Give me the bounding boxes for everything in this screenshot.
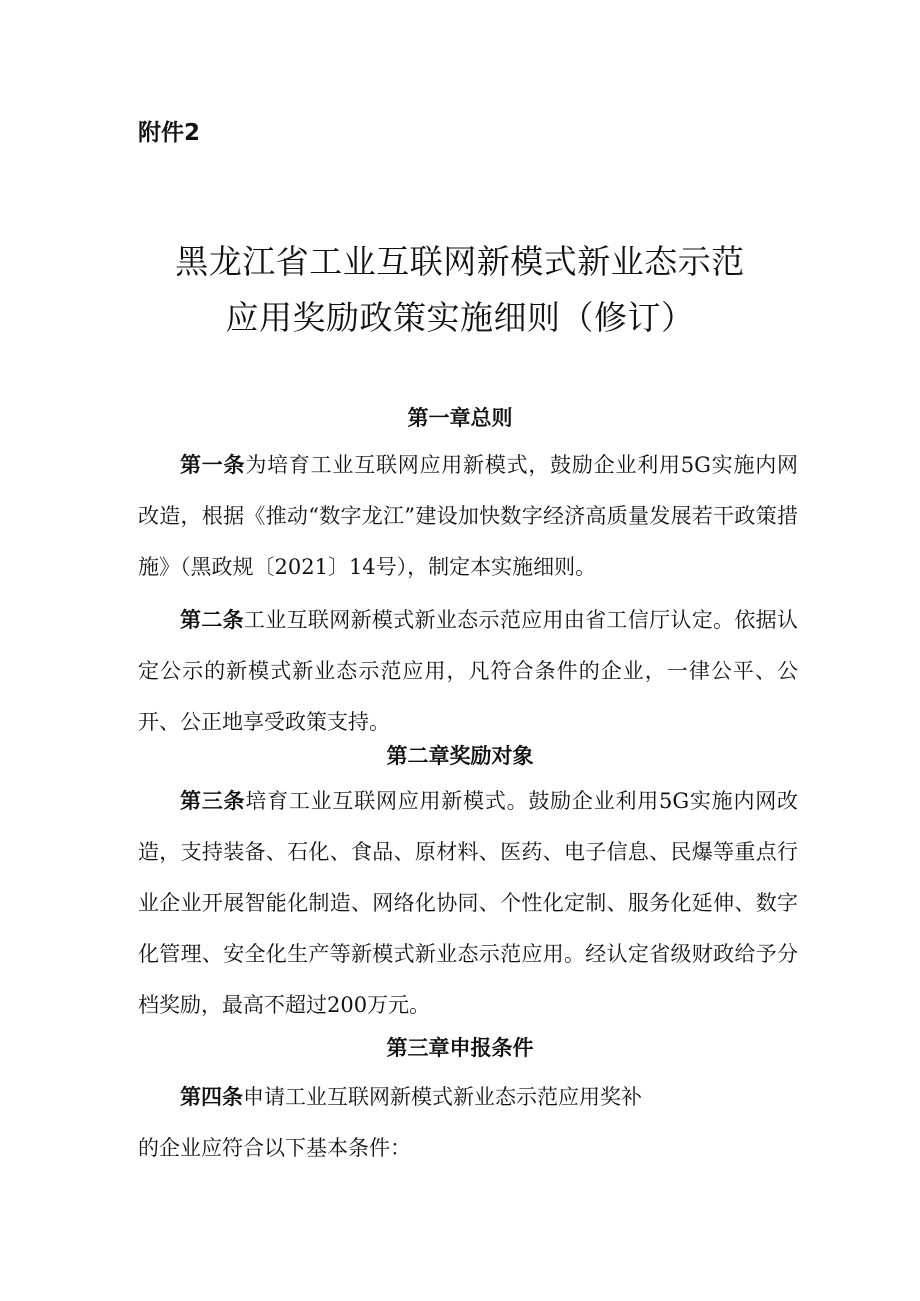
attachment-label: 附件2: [138, 120, 201, 146]
chapter-1-heading: 第一章总则: [407, 406, 513, 430]
article-2-label: 第二条: [180, 608, 244, 632]
article-3: [138, 776, 798, 1031]
chapter-3-heading: 第三章申报条件: [386, 1036, 534, 1060]
article-3-label: 第三条: [180, 789, 246, 813]
article-4-text-line-1: 申请工业互联网新模式新业态示范应用奖补: [243, 1085, 642, 1109]
document-title-line-2: 应用奖励政策实施细则（修订）: [225, 298, 695, 337]
article-4-continued: [138, 1123, 798, 1174]
chapter-2-heading: 第二章奖励对象: [386, 744, 534, 768]
article-4-text-line-2: 的企业应符合以下基本条件：: [138, 1136, 411, 1160]
article-1: [138, 440, 798, 593]
article-2-text: 工业互联网新模式新业态示范应用由省工信厅认定。依据认定公示的新模式新业态示范应用，凡符合条件的企业，一律公平、公开、公正地享受政策支持。: [138, 608, 799, 734]
article-2: [138, 595, 798, 748]
article-3-text: 培育工业互联网应用新模式。鼓励企业利用5G实施内网改造，支持装备、石化、食品、原材料、医药、电子信息、民爆等重点行业企业开展智能化制造、网络化协同、个性化定制、服务化延伸、数字化管理、安全化生产等新模式新业态示范应用。经认定省级财政给予分档奖励，最高不超过200万元。: [138, 789, 799, 1017]
article-4-label: 第四条: [180, 1085, 243, 1109]
document-title-line-1: 黑龙江省工业互联网新模式新业态示范: [175, 242, 745, 281]
article-1-text: 为培育工业互联网应用新模式，鼓励企业利用5G实施内网改造，根据《推动“数字龙江”建设加快数字经济高质量发展若干政策措施》（黑政规〔2021〕14号），制定本实施细则。: [138, 453, 799, 579]
article-1-label: 第一条: [180, 453, 246, 477]
article-4: [138, 1072, 738, 1123]
